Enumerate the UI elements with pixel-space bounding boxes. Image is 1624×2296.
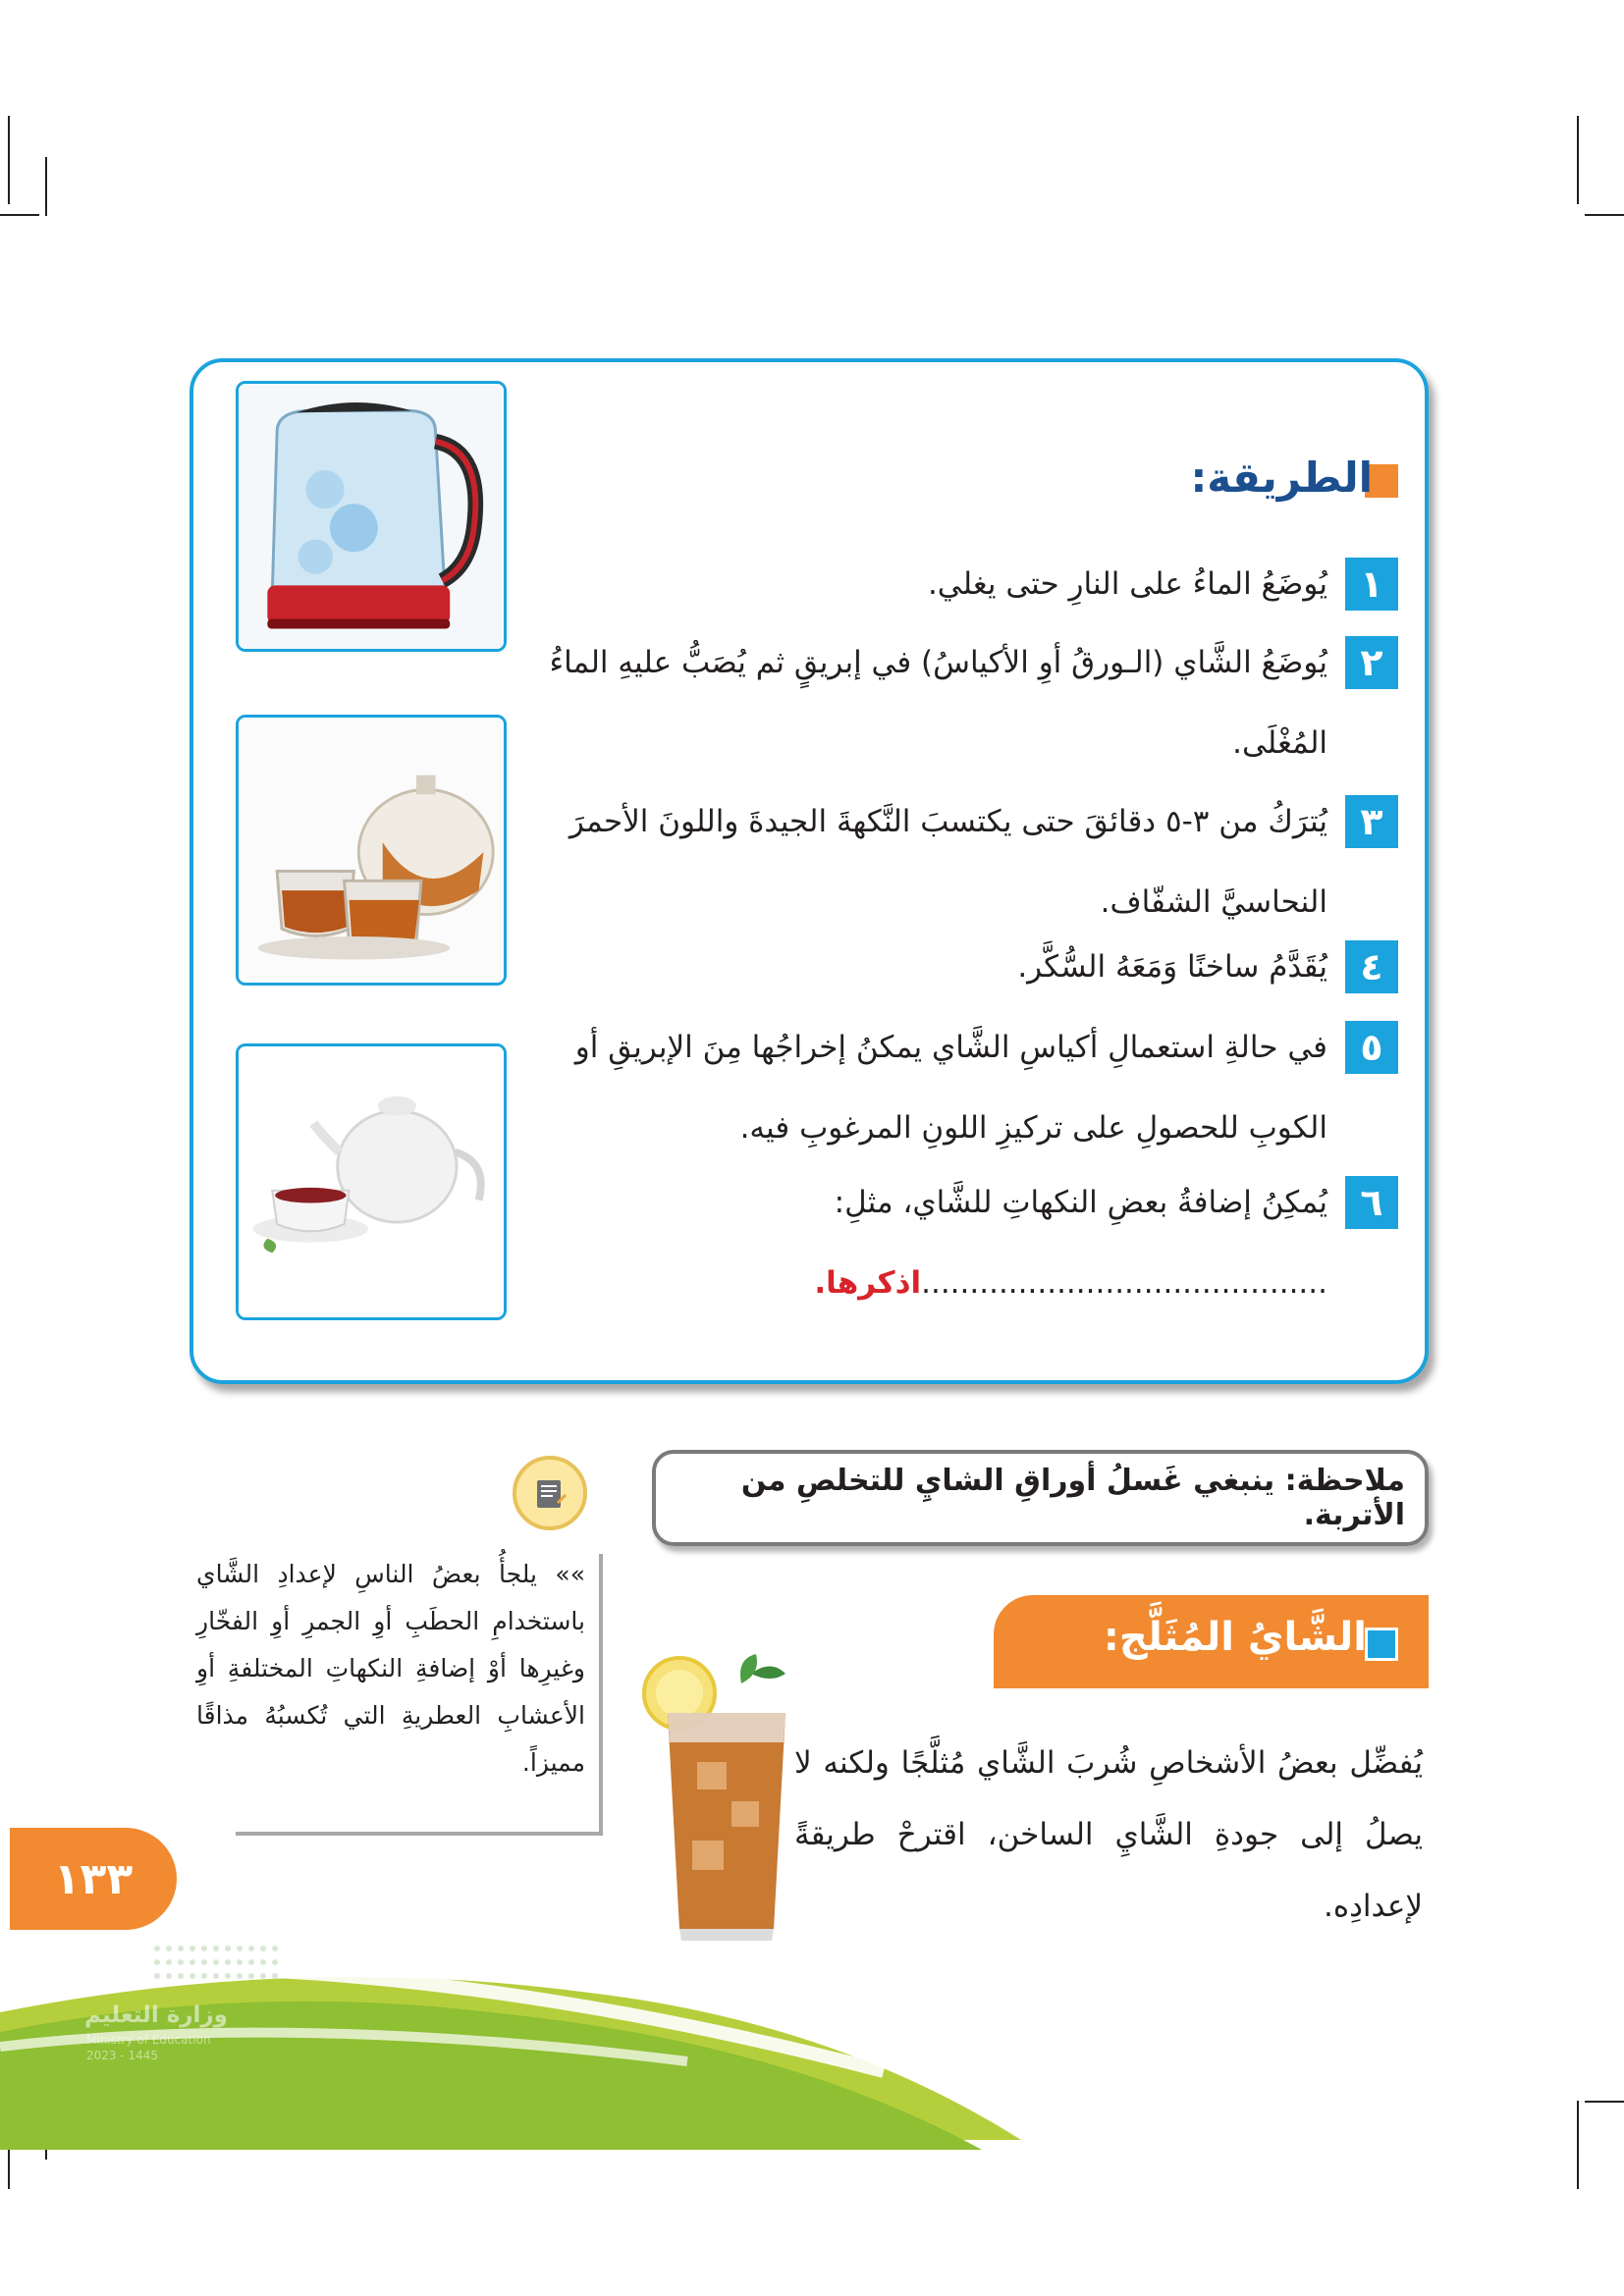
crop-mark [1577, 116, 1579, 204]
page-number: ١٣٣ [10, 1828, 177, 1930]
iced-tea-title: الشَّايُ المُثَلَّج: [1103, 1615, 1367, 1660]
step-number: ٥ [1345, 1021, 1398, 1074]
white-teapot-photo [236, 1043, 507, 1320]
step-number: ٢ [1345, 636, 1398, 689]
kettle-photo [236, 381, 507, 652]
crop-mark [1585, 2101, 1624, 2103]
answer-blank: .......................................... [921, 1265, 1327, 1301]
step-3 [495, 795, 1398, 942]
crop-mark [1585, 214, 1624, 216]
step-text: يُترَكُ من ٣-٥ دقائقَ حتى يكتسبَ النَّكهةَ الجيدةَ واللونَ الأحمرَ النحاسيَّ الشفّاف. [568, 804, 1327, 920]
step-1 [495, 558, 1398, 624]
step-number: ٣ [1345, 795, 1398, 848]
method-title: الطريقة: [1190, 454, 1373, 502]
iced-tea-text: يُفضِّل بعضُ الأشخاصِ شُربَ الشَّاي مُثلَّجًا ولكنه لا يصلُ إلى جودةِ الشَّايِ الساخن، اقترحْ طريقةً لإعدادِه. [794, 1745, 1423, 1924]
step-text [495, 1162, 1327, 1323]
side-note-text: »» يلجأُ بعضُ الناسِ لإعدادِ الشَّاي باستخدامِ الحطَبِ أوِ الجمرِ أوِ الفخّارِ وغيرِها أوْ إضافةِ النكهاتِ المختلفةِ أوِ الأعشابِ العطريةِ التي تُكسبُهُ مذاقًا مميزاً. [196, 1560, 585, 1777]
step-number: ٦ [1345, 1176, 1398, 1229]
step-text: يُقَدَّمُ ساخنًا وَمَعَهُ السُّكَّر. [1017, 949, 1327, 985]
iced-tea-glass-image [638, 1654, 795, 1944]
ministry-year: 2023 - 1445 [86, 2049, 159, 2062]
step-2 [495, 636, 1398, 783]
teapot-cups-photo [236, 715, 507, 986]
step-5 [495, 1021, 1398, 1168]
ministry-logo [147, 1939, 295, 1988]
crop-mark [45, 157, 47, 216]
notepad-icon [513, 1456, 587, 1530]
step-4 [495, 940, 1398, 1007]
ministry-name: وزارة التعليم [84, 2002, 228, 2028]
step-6 [495, 1176, 1398, 1323]
note-box [652, 1450, 1429, 1546]
ministry-subtitle [86, 2032, 211, 2063]
highlight-text: اذكرها. [814, 1265, 922, 1301]
step-text: في حالةِ استعمالِ أكياسِ الشَّاي يمكنُ إخراجُها مِنَ الإبريقِ أو الكوبِ للحصولِ على تركيزِ اللونِ المرغوبِ فيه. [574, 1030, 1327, 1146]
step-number: ٤ [1345, 940, 1398, 993]
note-text: ملاحظة: ينبغي غَسلُ أوراقِ الشايِ للتخلصِ من الأتربة. [740, 1464, 1405, 1532]
step-number: ١ [1345, 558, 1398, 611]
crop-mark [1577, 2101, 1579, 2189]
step-text: يُوضَعُ الشَّاي (الـورقُ أوِ الأكياسُ) في إبريقٍ ثم يُصَبُّ عليهِ الماءُ المُغْلَى. [549, 645, 1327, 761]
step-text: يُوضَعُ الماءُ على النارِ حتى يغلي. [927, 566, 1327, 602]
crop-mark [8, 116, 10, 204]
ministry-english: Ministry of Education [86, 2033, 211, 2047]
step-6-text: يُمكِنُ إضافةُ بعضِ النكهاتِ للشَّاي، مثلِ: [834, 1185, 1327, 1220]
heading-square-icon [1365, 1628, 1398, 1661]
crop-mark [0, 214, 39, 216]
